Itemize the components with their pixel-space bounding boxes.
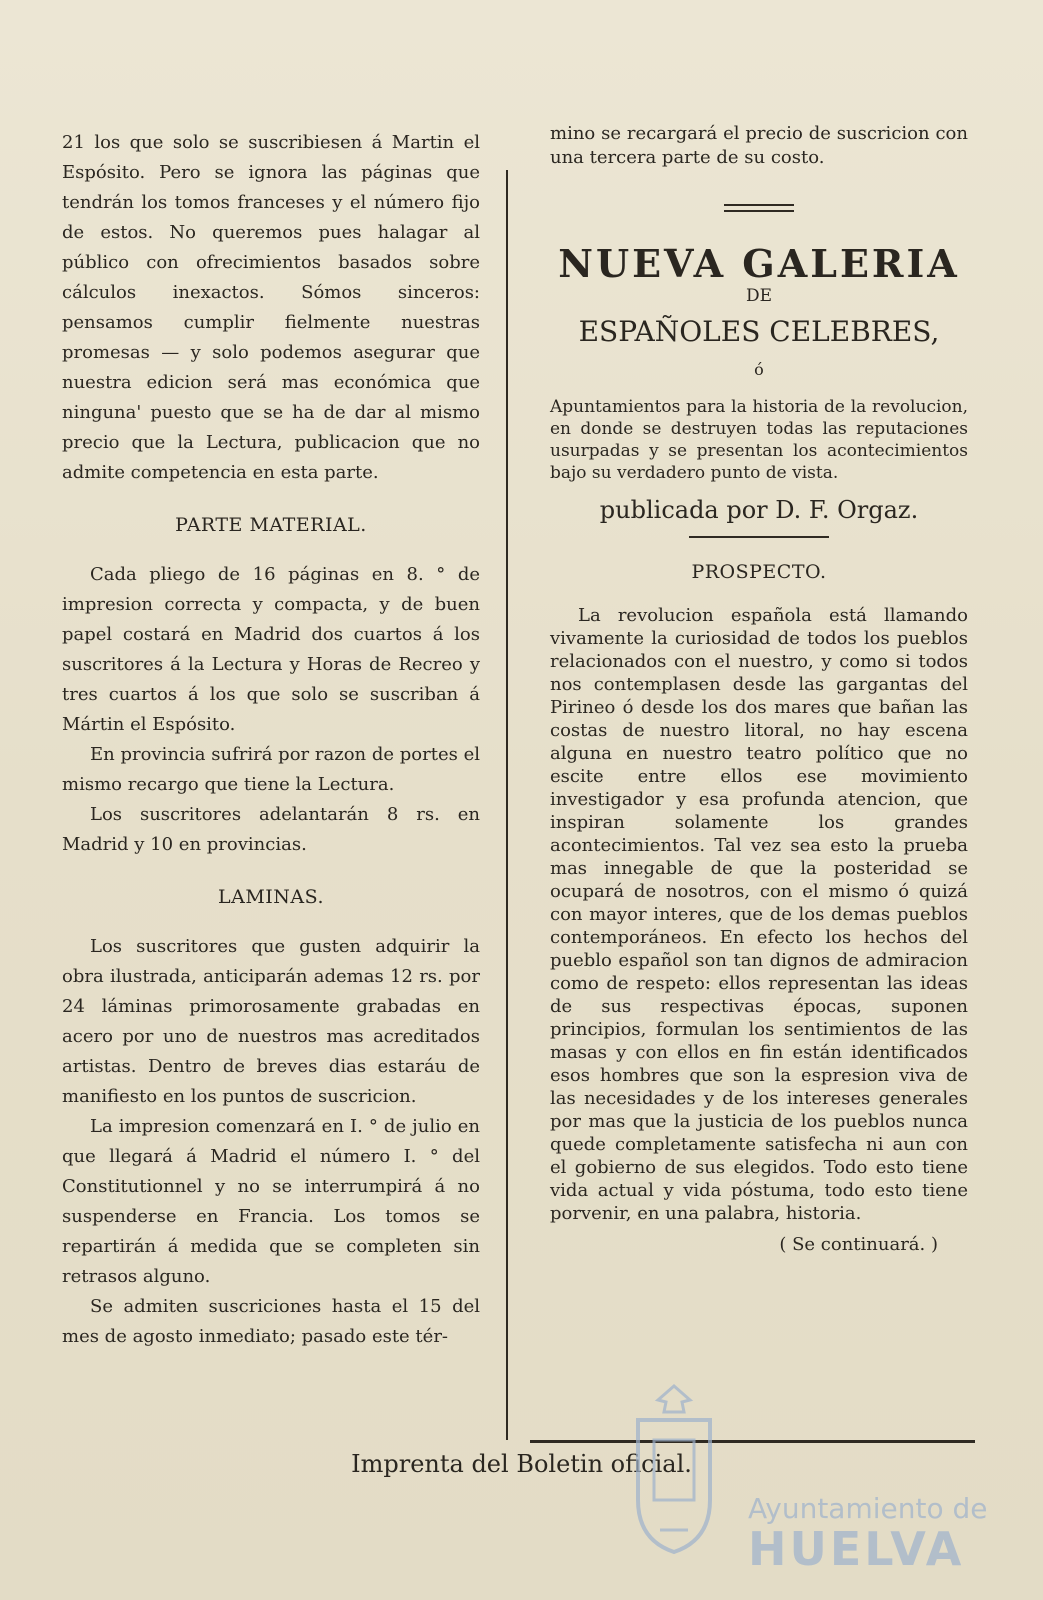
double-rule-divider	[724, 204, 794, 212]
left-column	[62, 128, 480, 1352]
laminas-paragraph: La impresion comenzará en I. ° de julio en que llegará á Madrid el número I. ° del Constitutionnel y no se interrumpirá á no suspenderse en Francia. Los tomos se repartirán á medida que se completen sin retrasos alguno.	[62, 1116, 480, 1287]
right-column	[550, 122, 968, 1257]
laminas-paragraph: Se admiten suscriciones hasta el 15 del mes de agosto inmediato; pasado este tér-	[62, 1296, 480, 1347]
watermark-line2: HUELVA	[748, 1522, 965, 1576]
short-rule-divider	[689, 536, 829, 538]
prospecto-body: La revolucion española está llamando vivamente la curiosidad de todos los pueblos relacionados con el nuestro, y como si todos nos contemplasen desde las gargantas del Pirineo ó desde los dos mares que bañan las costas de nuestro litoral, no hay escena alguna en nuestro teatro político que no escite entre ellos ese movimiento investigador y esa profunda atencion, que inspiran solamente los grandes acontecimientos. Tal vez sea esto la prueba mas innegable de que la posteridad se ocupará de nosotros, con el mismo ó quizá con mayor interes, que de los demas pueblos contemporáneos. En efecto los hechos del pueblo español son tan dignos de admiracion como de respeto: ellos representan las ideas de sus respectivas épocas, suponen principios, formulan los sentimientos de las masas y con ellos en fin están identificados esos hombres que son la espresion viva de las necesidades y de los intereses generales por mas que la justicia de los pueblos nunca quede completamente satisfecha ni aun con el gobierno de sus elegidos. Todo esto tiene vida actual y vida póstuma, todo esto tiene porvenir, en una palabra, historia.	[550, 605, 968, 1224]
masthead-o: ó	[754, 360, 764, 379]
prospecto-heading: PROSPECTO.	[691, 561, 827, 583]
parte-material-heading: PARTE MATERIAL.	[175, 514, 367, 536]
watermark	[630, 1370, 1030, 1576]
coat-of-arms-icon	[630, 1380, 718, 1560]
parte-material-paragraph: En provincia sufrirá por razon de portes el mismo recargo que tiene la Lectura.	[62, 744, 480, 795]
intro-paragraph: 21 los que solo se suscribiesen á Martin el Espósito. Pero se ignora las páginas que tendrán los tomos franceses y el número fijo de estos. No queremos pues halagar al público con ofrecimientos basados sobre cálculos inexactos. Sómos sinceros: pensamos cumplir fielmente nuestras promesas — y solo podemos asegurar que nuestra edicion será mas económica que ninguna' puesto que se ha de dar al mismo precio que la Lectura, publicacion que no admite competencia en esta parte.	[62, 132, 480, 483]
masthead-title: NUEVA GALERIA	[558, 241, 960, 286]
laminas-heading: LAMINAS.	[217, 886, 325, 908]
parte-material-paragraph: Los suscritores adelantarán 8 rs. en Madrid y 10 en provincias.	[62, 804, 480, 855]
masthead-de: DE	[745, 286, 773, 306]
parte-material-paragraph: Cada pliego de 16 páginas en 8. ° de impresion correcta y compacta, y de buen papel costará en Madrid dos cuartos á los suscritores á la Lectura y Horas de Recreo y tres cuartos á los que solo se suscriban á Mártin el Espósito.	[62, 564, 480, 735]
byline: publicada por D. F. Orgaz.	[599, 496, 919, 524]
laminas-paragraph: Los suscritores que gusten adquirir la obra ilustrada, anticiparán ademas 12 rs. por 24 láminas primorosamente grabadas en acero por uno de nuestros mas acreditados artistas. Dentro de breves dias estaráu de manifiesto en los puntos de suscricion.	[62, 936, 480, 1107]
continuara-note: ( Se continuará. )	[779, 1234, 938, 1255]
continuation-paragraph: mino se recargará el precio de suscricion con una tercera parte de su costo.	[550, 123, 968, 168]
printer-imprint: Imprenta del Boletin oficial.	[351, 1450, 692, 1478]
column-divider	[506, 170, 508, 1440]
masthead-subtitle: ESPAÑOLES CELEBRES,	[578, 315, 940, 348]
watermark-line1: Ayuntamiento de	[748, 1492, 988, 1525]
masthead-description: Apuntamientos para la historia de la revolucion, en donde se destruyen todas las reputaciones usurpadas y se presentan los acontecimientos bajo su verdadero punto de vista.	[550, 397, 968, 483]
